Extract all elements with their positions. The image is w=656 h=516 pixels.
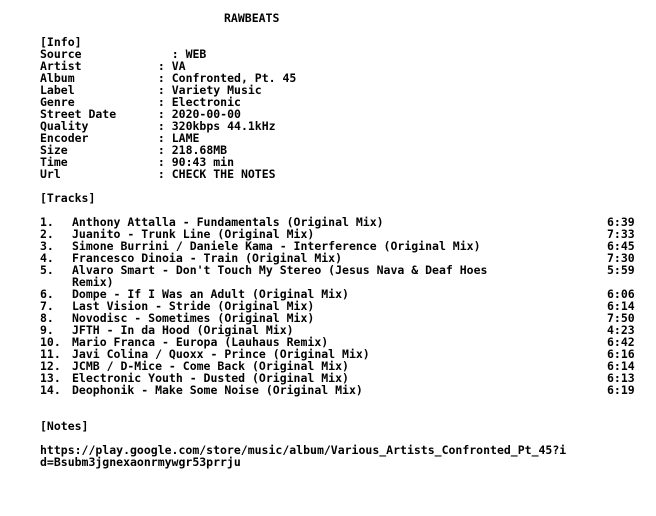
track-number: 13. <box>40 371 61 385</box>
info-key: Album <box>40 71 75 85</box>
info-separator: : <box>144 59 165 73</box>
info-key: Label <box>40 83 75 97</box>
track-number: 12. <box>40 359 61 373</box>
track-title: Anthony Attalla - Fundamentals (Original Mix) <box>72 215 384 229</box>
info-value: 218.68MB <box>171 143 228 157</box>
info-separator: : <box>144 83 165 97</box>
info-separator: : <box>144 119 165 133</box>
track-title-continuation: Remix) <box>72 275 114 289</box>
notes-url-line-2: d=Bsubm3jgnexaonrmywgr53prrju <box>40 455 241 469</box>
info-separator: : <box>144 167 165 181</box>
track-duration: 6:14 <box>607 299 635 313</box>
info-separator: : <box>144 155 165 169</box>
track-number: 9. <box>40 323 54 337</box>
info-value: WEB <box>185 47 207 61</box>
info-key: Quality <box>40 119 89 133</box>
info-key: Genre <box>40 95 75 109</box>
info-row <box>40 168 276 180</box>
track-duration: 6:13 <box>607 371 635 385</box>
info-separator: : <box>144 47 179 61</box>
info-separator: : <box>144 131 165 145</box>
info-heading: [Info] <box>40 35 82 49</box>
track-title: Alvaro Smart - Don't Touch My Stereo (Jesus Nava & Deaf Hoes <box>72 263 488 277</box>
info-key: Source <box>40 47 82 61</box>
track-duration: 6:06 <box>607 287 635 301</box>
info-value: CHECK THE NOTES <box>171 167 276 181</box>
track-number: 2. <box>40 227 54 241</box>
info-key: Time <box>40 155 68 169</box>
info-value: 320kbps 44.1kHz <box>171 119 276 133</box>
track-number: 6. <box>40 287 54 301</box>
track-duration: 6:45 <box>607 239 635 253</box>
track-title: JCMB / D-Mice - Come Back (Original Mix) <box>72 359 349 373</box>
info-key: Artist <box>40 59 82 73</box>
track-title: Last Vision - Stride (Original Mix) <box>72 299 315 313</box>
info-key: Size <box>40 143 68 157</box>
track-title: Dompe - If I Was an Adult (Original Mix) <box>72 287 349 301</box>
track-title: Electronic Youth - Dusted (Original Mix) <box>72 371 349 385</box>
info-value: LAME <box>171 131 200 145</box>
track-number: 4. <box>40 251 54 265</box>
track-title: Novodisc - Sometimes (Original Mix) <box>72 311 315 325</box>
track-duration: 6:14 <box>607 359 635 373</box>
notes-heading: [Notes] <box>40 419 89 433</box>
track-title: Juanito - Trunk Line (Original Mix) <box>72 227 315 241</box>
info-separator: : <box>144 71 165 85</box>
track-duration: 6:16 <box>607 347 635 361</box>
track-number: 1. <box>40 215 54 229</box>
track-duration: 6:19 <box>607 383 635 397</box>
info-key: Url <box>40 167 61 181</box>
track-duration: 7:33 <box>607 227 635 241</box>
track-number: 11. <box>40 347 61 361</box>
track-title: JFTH - In da Hood (Original Mix) <box>72 323 294 337</box>
info-value: 90:43 min <box>171 155 235 169</box>
track-duration: 7:30 <box>607 251 635 265</box>
track-duration: 4:23 <box>607 323 635 337</box>
track-number: 8. <box>40 311 54 325</box>
info-value: VA <box>171 59 186 73</box>
track-duration: 7:50 <box>607 311 635 325</box>
info-key: Encoder <box>40 131 89 145</box>
track-row <box>40 264 640 276</box>
info-separator: : <box>144 95 165 109</box>
track-title: Javi Colina / Quoxx - Prince (Original Mix) <box>72 347 370 361</box>
track-number: 5. <box>40 263 54 277</box>
info-value: Electronic <box>171 95 241 109</box>
info-separator: : <box>144 143 165 157</box>
track-title: Simone Burrini / Daniele Kama - Interference (Original Mix) <box>72 239 481 253</box>
track-duration: 6:42 <box>607 335 635 349</box>
notes-url-line-1: https://play.google.com/store/music/album/Various_Artists_Confronted_Pt_45?i <box>40 443 567 457</box>
track-title: Francesco Dinoia - Train (Original Mix) <box>72 251 343 265</box>
track-duration: 5:59 <box>607 263 635 277</box>
info-key: Street Date <box>40 107 117 121</box>
track-number: 7. <box>40 299 54 313</box>
tracks-heading: [Tracks] <box>40 191 96 205</box>
info-value: Variety Music <box>171 83 262 97</box>
info-separator: : <box>144 107 165 121</box>
page-title: RAWBEATS <box>224 11 280 25</box>
track-duration: 6:39 <box>607 215 635 229</box>
track-number: 10. <box>40 335 61 349</box>
info-value: 2020-00-00 <box>171 107 241 121</box>
track-row <box>40 384 640 396</box>
track-title: Mario Franca - Europa (Lauhaus Remix) <box>72 335 329 349</box>
track-number: 14. <box>40 383 61 397</box>
info-value: Confronted, Pt. 45 <box>171 71 297 85</box>
track-title: Deophonik - Make Some Noise (Original Mix) <box>72 383 363 397</box>
track-number: 3. <box>40 239 54 253</box>
